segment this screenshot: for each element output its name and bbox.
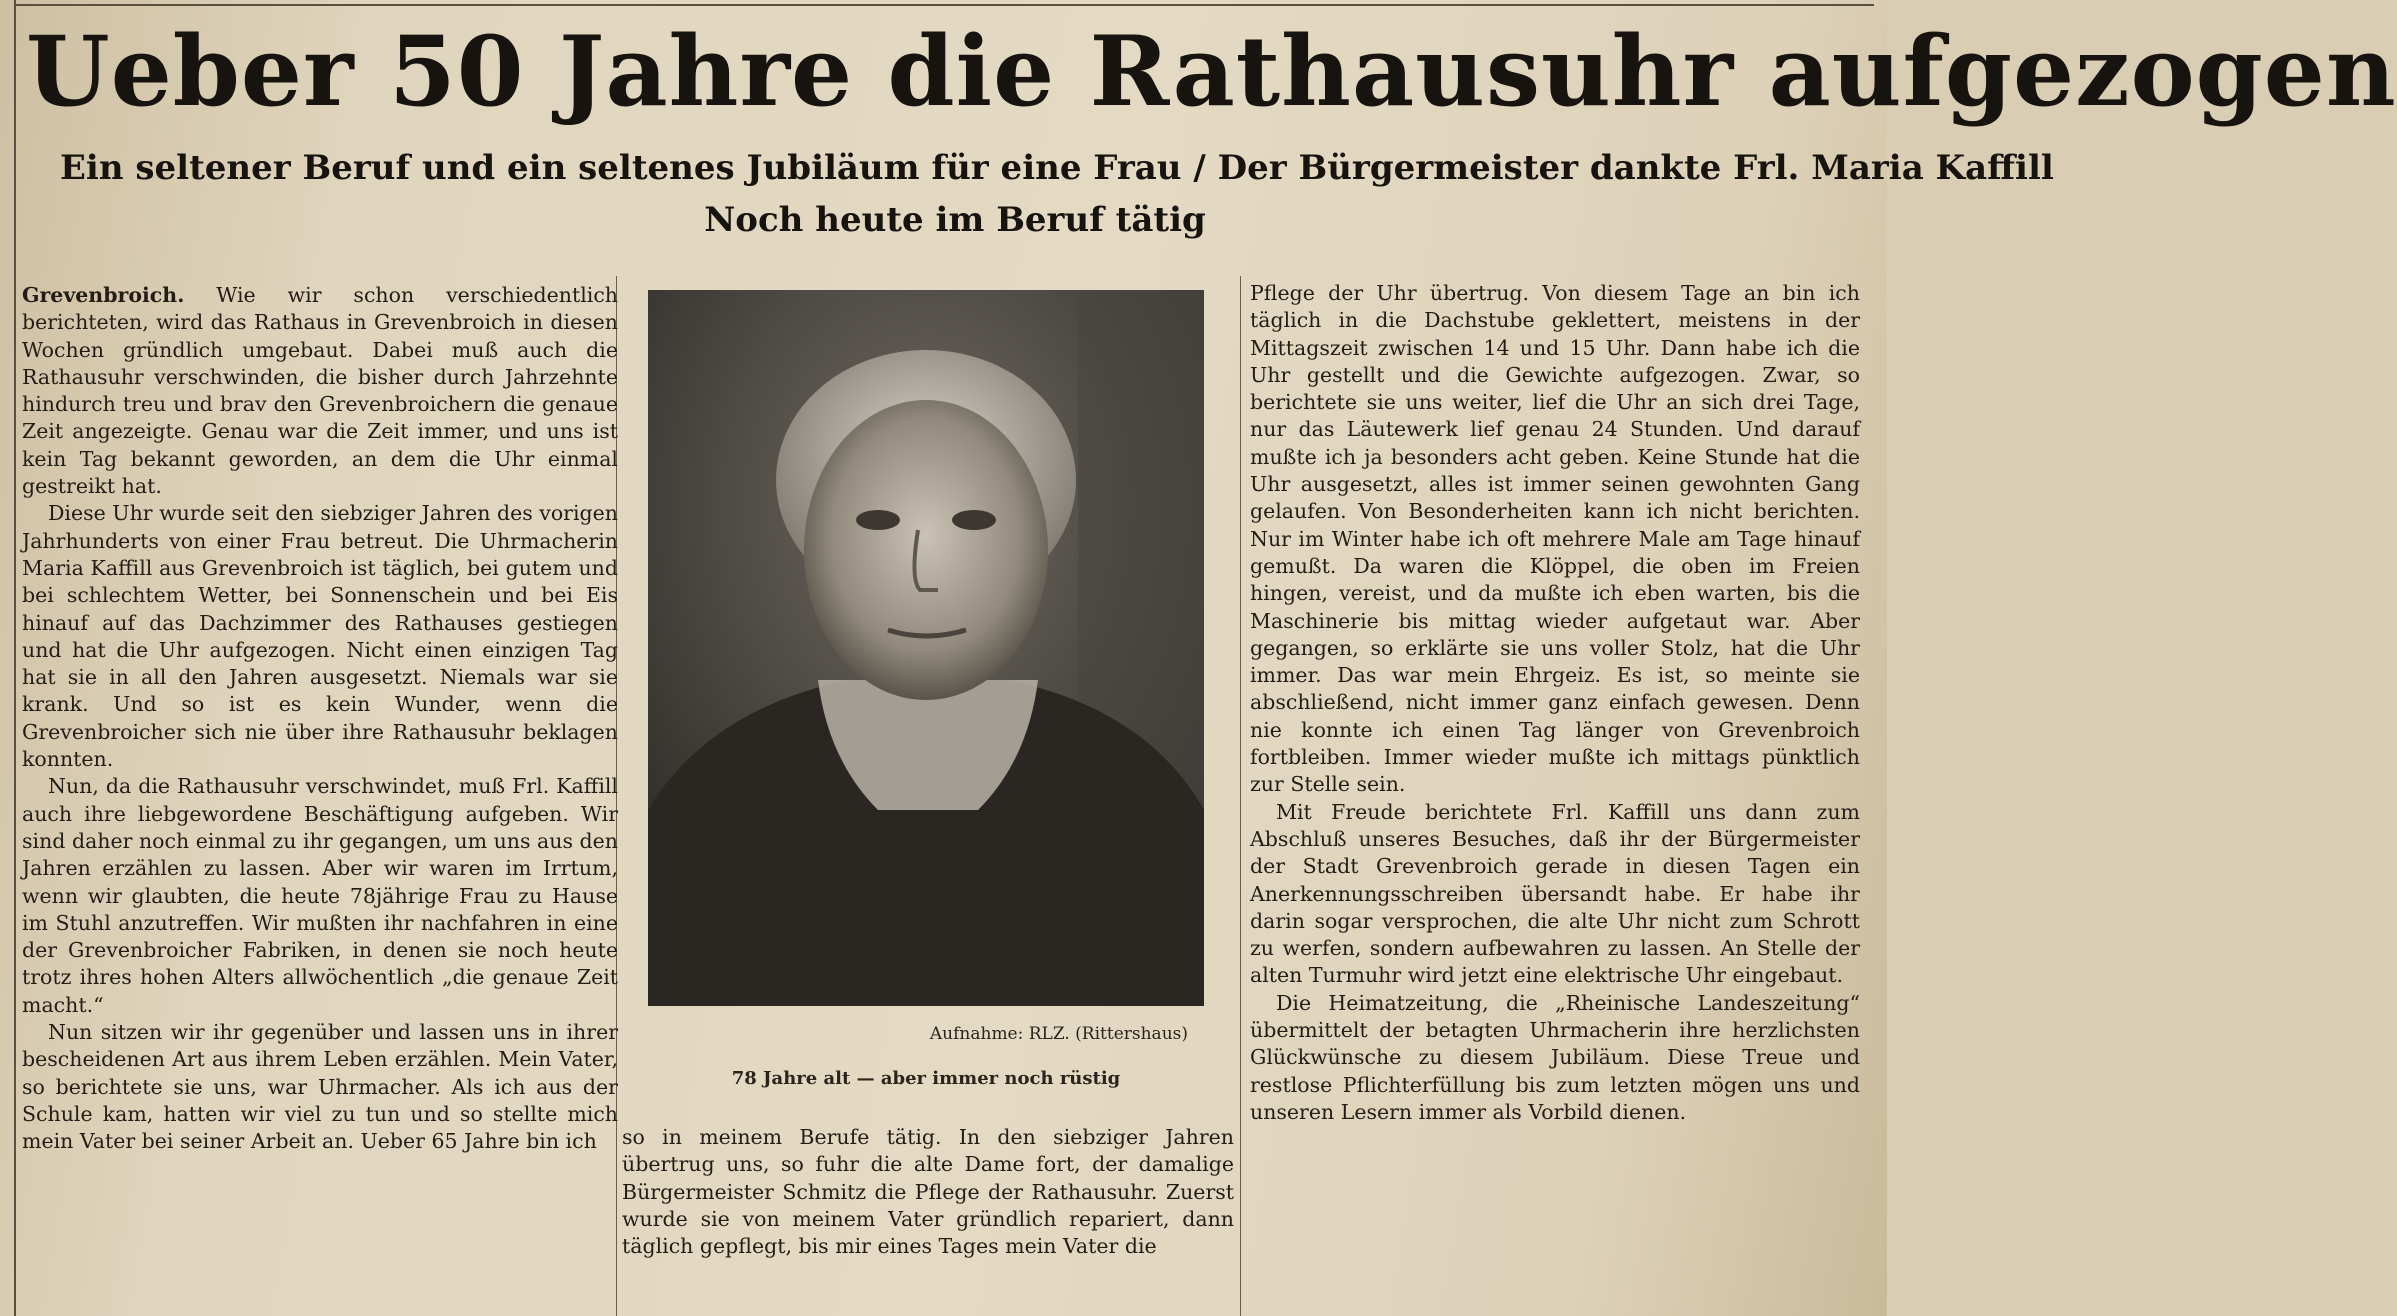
photo-credit: Aufnahme: RLZ. (Rittershaus) xyxy=(929,1024,1188,1044)
paragraph: Nun sitzen wir ihr gegenüber und lassen uns in ihrer bescheidenen Art aus ihrem Leben erzählen. Mein Vater, so berichtete sie uns, war Uhrmacher. Als ich aus der Schule kam, hatten wir viel zu tun und so stellte mich mein Vater bei seiner Arbeit an. Ueber 65 Jahre bin ich xyxy=(22,1020,618,1154)
paragraph: Nun, da die Rathausuhr verschwindet, muß Frl. Kaffill auch ihre liebgewordene Beschäftigung aufgeben. Wir sind daher noch einmal zu ihr gegangen, um uns aus den Jahren erzählen zu lassen. Aber wir waren im Irrtum, wenn wir glaubten, die heute 78jährige Frau zu Hause im Stuhl anzutreffen. Wir mußten ihr nachfahren in eine der Grevenbroicher Fabriken, in denen sie noch heute trotz ihres hohen Alters allwöchentlich „die genaue Zeit macht.“ xyxy=(22,774,618,1017)
paragraph: Mit Freude berichtete Frl. Kaffill uns dann zum Abschluß unseres Besuches, daß ihr der Bürgermeister der Stadt Grevenbroich gerade in diesen Tagen ein Anerkennungsschreiben übersandt habe. Er habe ihr darin sogar versprochen, die alte Uhr nicht zum Schrott zu werfen, sondern aufbewahren zu lassen. An Stelle der alten Turmuhr wird jetzt eine elektrische Uhr eingebaut. xyxy=(1250,799,1860,988)
headline: Ueber 50 Jahre die Rathausuhr aufgezogen xyxy=(26,15,2397,128)
article-column-2 xyxy=(622,1124,1234,1260)
column-divider-right xyxy=(1240,276,1241,1316)
photo-caption: 78 Jahre alt — aber immer noch rüstig xyxy=(731,1068,1121,1089)
dateline: Grevenbroich. xyxy=(22,283,185,307)
article-column-1 xyxy=(22,282,618,1156)
subheadline-line2: Noch heute im Beruf tätig xyxy=(704,200,1206,240)
subheadline-line1: Ein seltener Beruf und ein seltenes Jubiläum für eine Frau / Der Bürgermeister dankte Frl. Maria Kaffill xyxy=(60,148,2054,188)
portrait-image xyxy=(648,290,1204,1006)
paragraph-text: Wie wir schon verschiedentlich berichteten, wird das Rathaus in Grevenbroich in diesen Wochen gründlich umgebaut. Dabei muß auch die Rathausuhr verschwinden, die bisher durch Jahrzehnte hindurch treu und brav den Grevenbroichern die genaue Zeit angezeigte. Genau war die Zeit immer, und uns ist kein Tag bekannt geworden, an dem die Uhr einmal gestreikt hat. xyxy=(22,283,618,499)
article-column-3 xyxy=(1250,280,1860,1126)
paragraph xyxy=(22,282,618,500)
paragraph: Die Heimatzeitung, die „Rheinische Landeszeitung“ übermittelt der betagten Uhrmacherin ihre herzlichsten Glückwünsche zu diesem Jubiläum. Diese Treue und restlose Pflichterfüllung bis zum letzten mögen uns und unseren Lesern immer als Vorbild dienen. xyxy=(1250,990,1860,1124)
portrait-photo xyxy=(648,290,1204,1006)
page-border-left xyxy=(14,0,16,1316)
paragraph: Diese Uhr wurde seit den siebziger Jahren des vorigen Jahrhunderts von einer Frau betreut. Die Uhrmacherin Maria Kaffill aus Grevenbroich ist täglich, bei gutem und bei schlechtem Wetter, bei Sonnenschein und bei Eis hinauf auf das Dachzimmer des Rathauses gestiegen und hat die Uhr aufgezogen. Nicht einen einzigen Tag hat sie in all den Jahren ausgesetzt. Niemals war sie krank. Und so ist es kein Wunder, wenn die Grevenbroicher sich nie über ihre Rathausuhr beklagen konnten. xyxy=(22,501,618,772)
paragraph: so in meinem Berufe tätig. In den siebziger Jahren übertrug uns, so fuhr die alte Dame fort, der damalige Bürgermeister Schmitz die Pflege der Rathausuhr. Zuerst wurde sie von meinem Vater gründlich repariert, dann täglich gepflegt, bis mir eines Tages mein Vater die xyxy=(622,1125,1234,1259)
paragraph: Pflege der Uhr übertrug. Von diesem Tage an bin ich täglich in die Dachstube geklettert, meistens in der Mittagszeit zwischen 14 und 15 Uhr. Dann habe ich die Uhr gestellt und die Gewichte aufgezogen. Zwar, so berichtete sie uns weiter, lief die Uhr an sich drei Tage, nur das Läutewerk lief genau 24 Stunden. Und darauf mußte ich ja besonders acht geben. Keine Stunde hat die Uhr ausgesetzt, alles ist immer seinen gewohnten Gang gelaufen. Von Besonderheiten kann ich nicht berichten. Nur im Winter habe ich oft mehrere Male am Tage hinauf gemußt. Da waren die Klöppel, die oben im Freien hingen, vereist, und da mußte ich eben warten, bis die Maschinerie bis mittag wieder aufgetaut war. Aber gegangen, so erklärte sie uns voller Stolz, hat die Uhr immer. Das war mein Ehrgeiz. Es ist, so meinte sie abschließend, nicht immer ganz einfach gewesen. Denn nie konnte ich einen Tag länger von Grevenbroich fortbleiben. Immer wieder mußte ich mittags pünktlich zur Stelle sein. xyxy=(1250,281,1860,797)
